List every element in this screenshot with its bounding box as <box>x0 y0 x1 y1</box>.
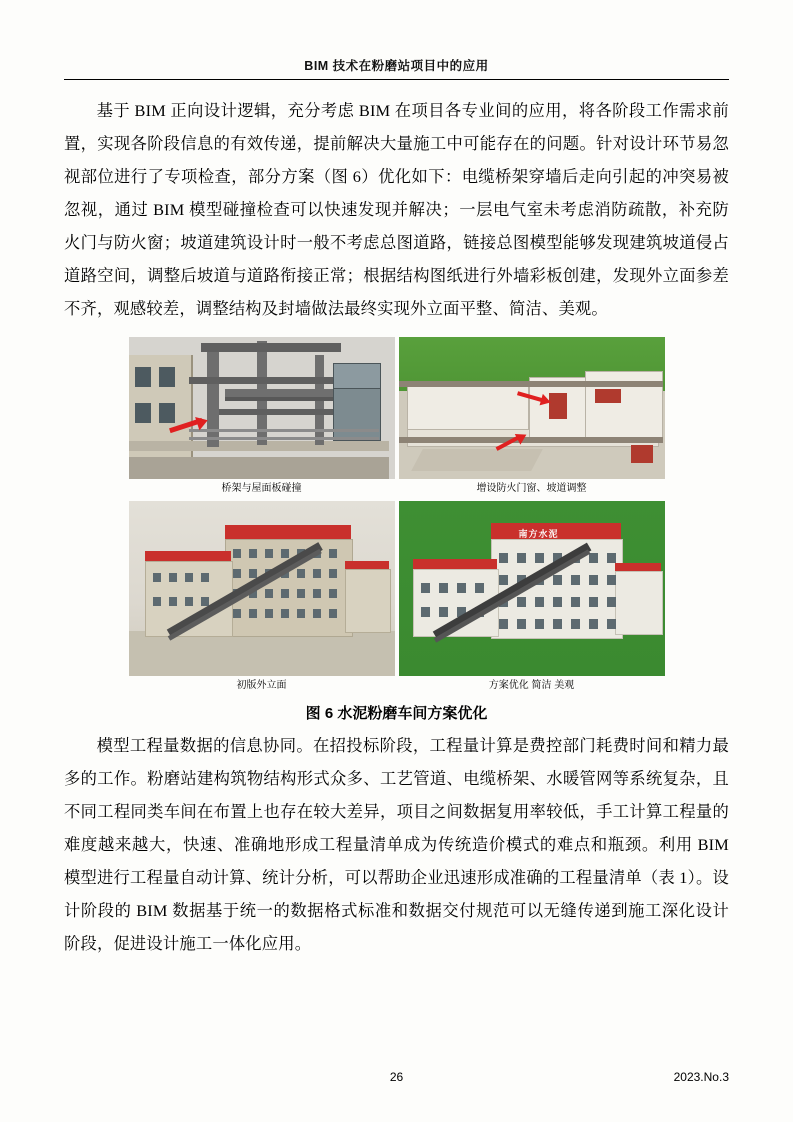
figure-image-optimized-facade <box>399 501 665 676</box>
page-number: 26 <box>389 1070 404 1084</box>
figure-cell-1 <box>129 337 395 501</box>
building-logo-text: 南方水泥 <box>518 529 559 539</box>
paragraph-2: 模型工程量数据的信息协同。在招投标阶段，工程量计算是费控部门耗费时间和精力最多的工作。粉磨站建构筑物结构形式众多、工艺管道、电缆桥架、水暖管网等系统复杂，且不同工程同类车间在布置上也存在较大差异，项目之间数据复用率较低，手工计算工程量的难度越来越大，快速、准确地形成工程量清单成为传统造价模式的难点和瓶颈。利用 BIM 模型进行工程量自动计算、统计分析，可以帮助企业迅速形成准确的工程量清单（表 1）。设计阶段的 BIM 数据基于统一的数据格式标准和数据交付规范可以无缝传递到施工深化设计阶段，促进设计施工一体化应用。 <box>64 736 729 953</box>
figure-image-firedoor <box>399 337 665 479</box>
running-head: BIM 技术在粉磨站项目中的应用 <box>304 59 489 73</box>
paragraph-1: 基于 BIM 正向设计逻辑，充分考虑 BIM 在项目各专业间的应用，将各阶段工作需求前置，实现各阶段信息的有效传递，提前解决大量施工中可能存在的问题。针对设计环节易忽视部位进行了专项检查，部分方案（图 6）优化如下：电缆桥架穿墙后走向引起的冲突易被忽视，通过 BIM 模型碰撞检查可以快速发现并解决；一层电气室未考虑消防疏散，补充防火门与防火窗；坡道建筑设计时一般不考虑总图道路，链接总图模型能够发现建筑坡道侵占道路空间，调整后坡道与道路衔接正常；根据结构图纸进行外墙彩板创建，发现外立面参差不齐，观感较差，调整结构及封墙做法最终实现外立面平整、简洁、美观。 <box>64 101 729 318</box>
figure-caption: 图 6 水泥粉磨车间方案优化 <box>305 705 488 722</box>
figure-cell-4 <box>399 501 665 698</box>
figure-6 <box>64 337 729 723</box>
issue-label: 2023.No.3 <box>673 1070 729 1084</box>
figure-grid <box>129 337 665 698</box>
figure-image-clash <box>129 337 395 479</box>
figure-cell-3 <box>129 501 395 698</box>
figure-subcaption-3: 初版外立面 <box>236 680 287 691</box>
header-rule <box>64 79 729 80</box>
figure-cell-2 <box>399 337 665 501</box>
page-content <box>64 56 729 962</box>
figure-subcaption-2: 增设防火门窗、坡道调整 <box>476 483 587 494</box>
figure-image-original-facade <box>129 501 395 676</box>
figure-row-top <box>129 337 665 501</box>
page-footer <box>64 1070 729 1088</box>
figure-row-bottom <box>129 501 665 698</box>
figure-subcaption-4: 方案优化 简洁 美观 <box>488 680 575 691</box>
figure-subcaption-1: 桥架与屋面板碰撞 <box>221 483 302 494</box>
